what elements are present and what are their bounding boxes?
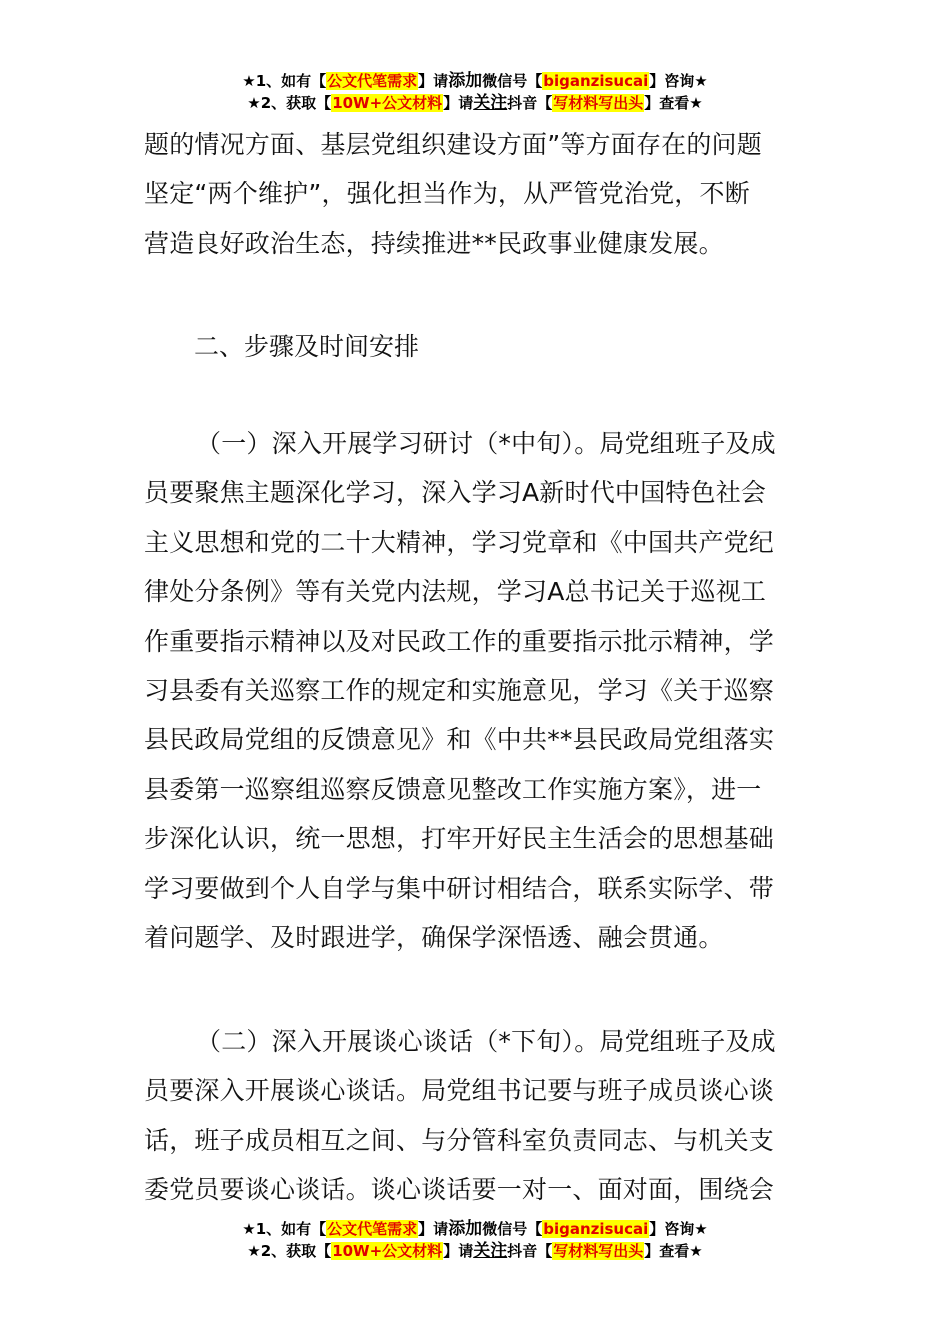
banner-row-2 <box>0 1240 950 1262</box>
text-line: 主义思想和党的二十大精神，学习党章和《中国共产党纪 <box>144 527 775 557</box>
douyin-id-highlight: 写材料写出头 <box>553 94 644 112</box>
banner-highlight: 10W+公文材料 <box>332 94 443 112</box>
banner-row-2 <box>0 92 950 114</box>
text-line: 员要聚焦主题深化学习，深入学习A新时代中国特色社会 <box>144 478 767 508</box>
banner-emphasis: 添加 <box>448 71 483 91</box>
banner-text: 抖音【 <box>507 1242 553 1260</box>
banner-text: 】请 <box>418 72 449 90</box>
banner-text: 微信号【 <box>482 72 543 90</box>
text-line: 话，班子成员相互之间、与分管科室负责同志、与机关支 <box>144 1125 775 1155</box>
banner-row-1 <box>0 70 950 92</box>
banner-emphasis: 关注 <box>473 93 508 113</box>
text-line: （一）深入开展学习研讨（*中旬）。局党组班子及成 <box>196 429 776 458</box>
banner-row-1 <box>0 1218 950 1240</box>
banner-highlight: 10W+公文材料 <box>332 1242 443 1260</box>
text-line: 作重要指示精神以及对民政工作的重要指示批示精神，学 <box>144 626 775 656</box>
text-line: 员要深入开展谈心谈话。局党组书记要与班子成员谈心谈 <box>144 1076 775 1106</box>
wechat-id-highlight: biganzisucai <box>543 72 649 90</box>
banner-text: 抖音【 <box>507 94 553 112</box>
banner-highlight: 公文代笔需求 <box>327 72 418 90</box>
banner-text: 】请 <box>418 1220 449 1238</box>
text-line: 题的情况方面、基层党组织建设方面”等方面存在的问题 <box>144 130 762 159</box>
text-line: 县民政局党组的反馈意见》和《中共**县民政局党组落实 <box>144 725 775 755</box>
wechat-id-highlight: biganzisucai <box>543 1220 649 1238</box>
banner-text: ★2、获取【 <box>247 94 332 112</box>
banner-text: 】请 <box>443 94 474 112</box>
banner-emphasis: 关注 <box>473 1241 508 1261</box>
text-line: 律处分条例》等有关党内法规，学习A总书记关于巡视工 <box>144 577 767 607</box>
banner-text: 微信号【 <box>482 1220 543 1238</box>
banner-text: ★1、如有【 <box>242 1220 327 1238</box>
text-line: 县委第一巡察组巡察反馈意见整改工作实施方案》，进一 <box>144 774 762 804</box>
banner-text: 】请 <box>443 1242 474 1260</box>
text-line: 步深化认识，统一思想，打牢开好民主生活会的思想基础 <box>144 824 775 854</box>
section-heading: 二、步骤及时间安排 <box>194 332 420 361</box>
intro-paragraph <box>144 120 808 268</box>
banner-text: ★1、如有【 <box>242 72 327 90</box>
banner-text: 】咨询★ <box>649 1220 708 1238</box>
banner-text: ★2、获取【 <box>247 1242 332 1260</box>
banner-text: 】咨询★ <box>649 72 708 90</box>
bottom-banner <box>0 1218 950 1262</box>
text-line: （二）深入开展谈心谈话（*下旬）。局党组班子及成 <box>196 1027 776 1056</box>
top-banner <box>0 70 950 114</box>
text-line: 着问题学、及时跟进学，确保学深悟透、融会贯通。 <box>144 922 724 952</box>
paragraph-study <box>144 419 808 962</box>
paragraph-talks <box>144 1017 808 1215</box>
banner-text: 】查看★ <box>644 1242 703 1260</box>
text-line: 坚定“两个维护”，强化担当作为，从严管党治党，不断 <box>144 179 750 209</box>
banner-highlight: 公文代笔需求 <box>327 1220 418 1238</box>
text-line: 习县委有关巡察工作的规定和实施意见，学习《关于巡察 <box>144 675 775 705</box>
text-line: 学习要做到个人自学与集中研讨相结合，联系实际学、带 <box>144 873 775 903</box>
text-line: 委党员要谈心谈话。谈心谈话要一对一、面对面，围绕会 <box>144 1175 775 1205</box>
douyin-id-highlight: 写材料写出头 <box>553 1242 644 1260</box>
banner-text: 】查看★ <box>644 94 703 112</box>
text-line: 营造良好政治生态，持续推进**民政事业健康发展。 <box>144 228 724 258</box>
banner-emphasis: 添加 <box>448 1219 483 1239</box>
